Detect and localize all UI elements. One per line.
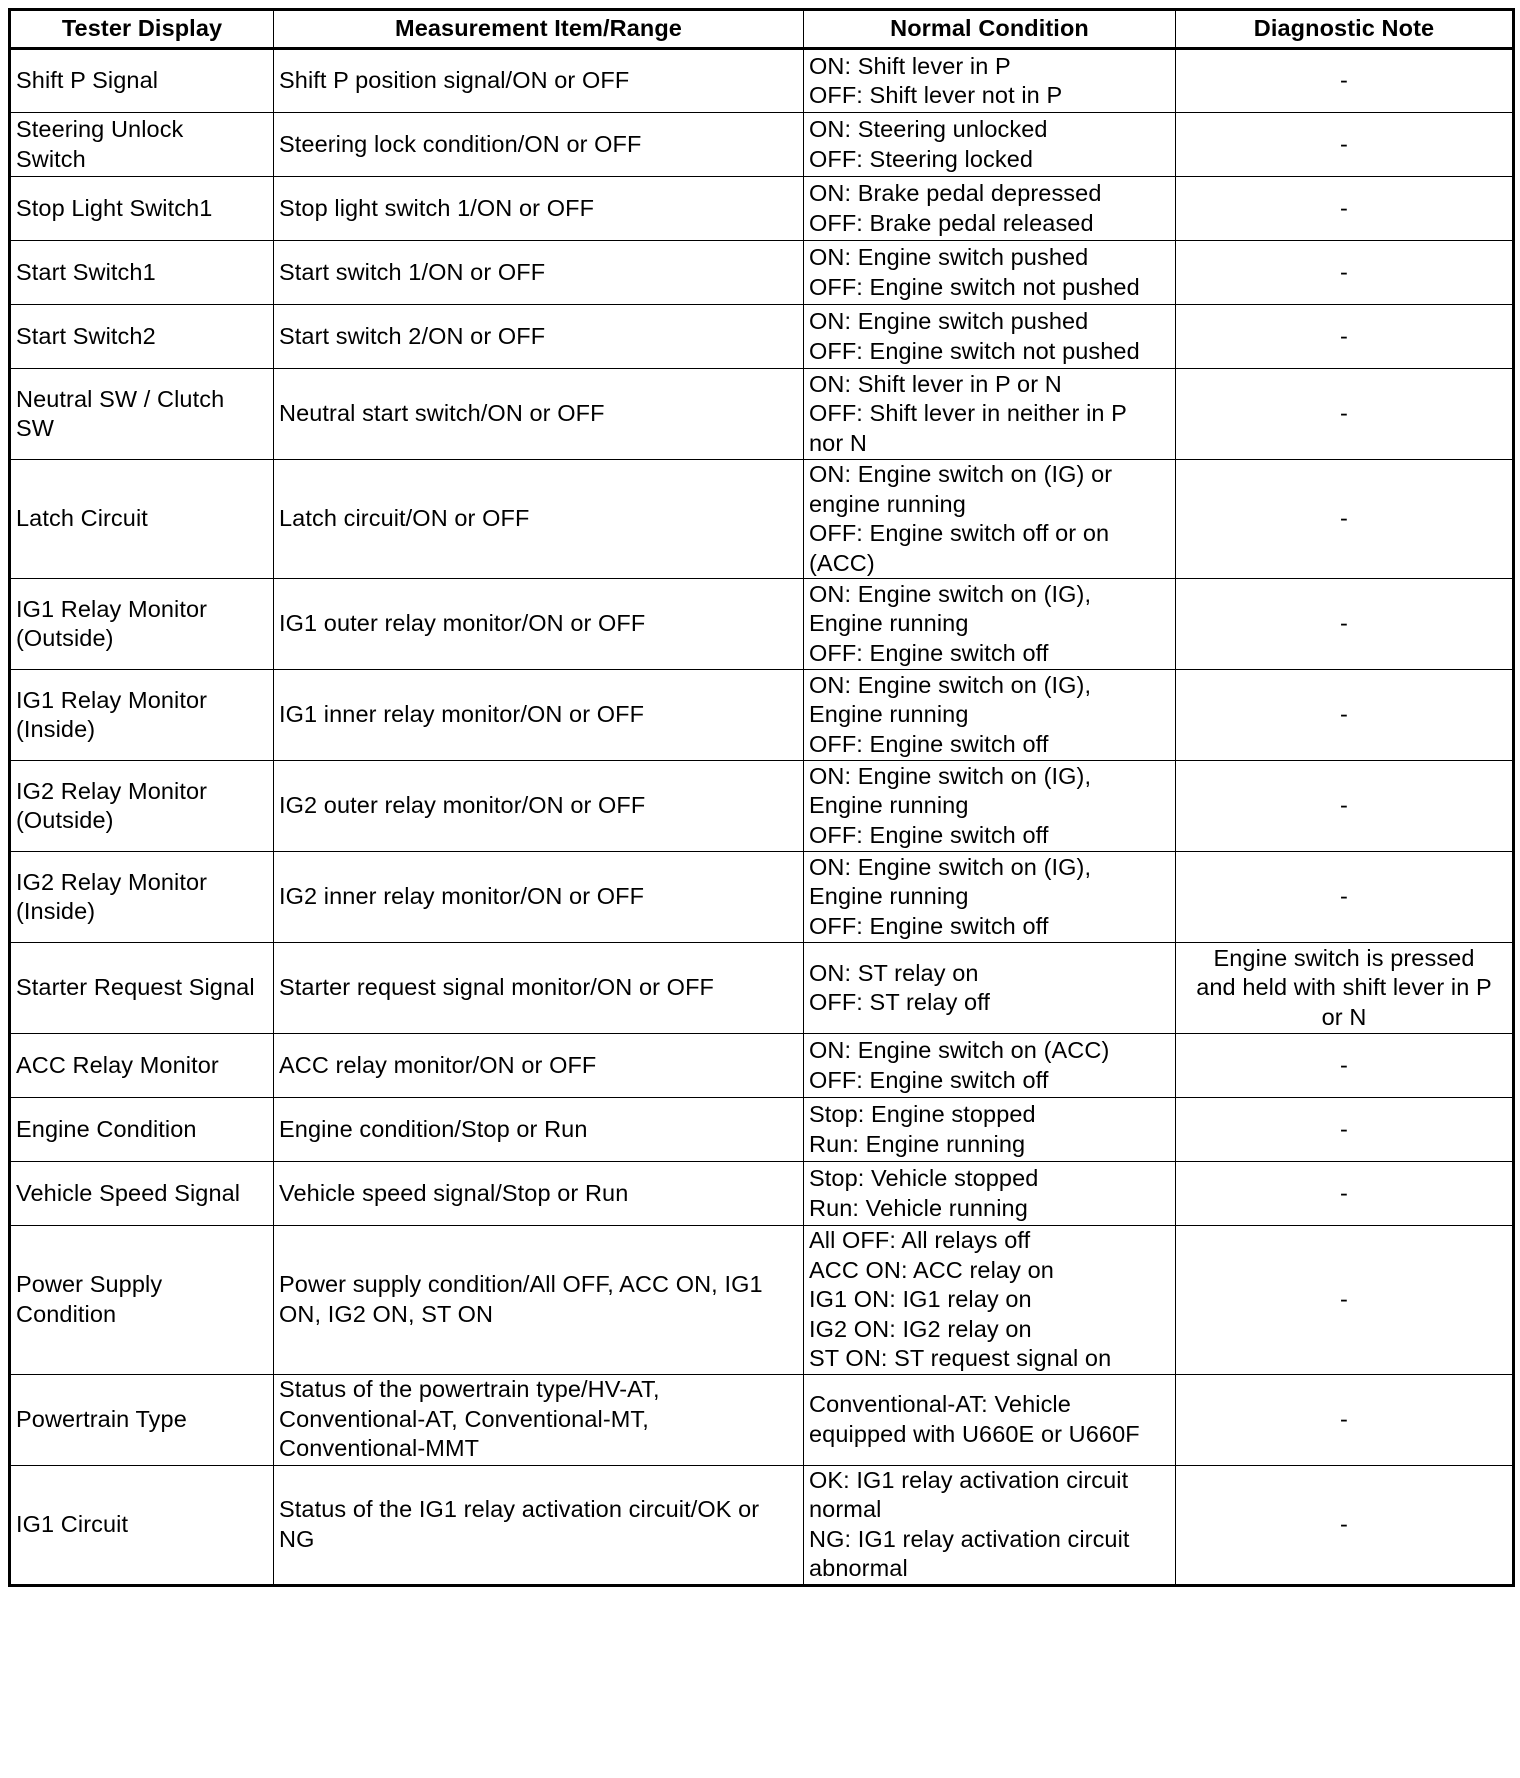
diagnostic-note-cell [1176, 369, 1514, 460]
table-row [10, 1374, 1514, 1465]
cell-text-line: Neutral start switch/ON or OFF [279, 400, 605, 427]
normal-condition-cell [804, 49, 1176, 113]
normal-condition-cell [804, 241, 1176, 305]
normal-condition-cell [804, 1226, 1176, 1375]
cell-text-line: (Inside) [16, 898, 96, 924]
header-diagnostic-note: Diagnostic Note [1176, 10, 1514, 49]
cell-text-line: IG2 outer relay monitor/ON or OFF [279, 792, 646, 819]
diagnostic-note-cell [1176, 305, 1514, 369]
cell-text-line: Engine running [809, 610, 969, 637]
table-row [10, 852, 1514, 943]
cell-text-line: IG2 inner relay monitor/ON or OFF [279, 883, 645, 910]
table-row [10, 49, 1514, 113]
table-row [10, 1226, 1514, 1375]
cell-text-line: OFF: ST relay off [809, 989, 991, 1015]
table-body [10, 49, 1514, 1586]
cell-text-line: Start switch 1/ON or OFF [279, 258, 546, 285]
cell-text-line: - [1340, 792, 1348, 819]
cell-text-line: ON, IG2 ON, ST ON [279, 1300, 494, 1327]
table-row [10, 670, 1514, 761]
tester-display-cell [10, 305, 274, 369]
diagnostic-note-cell [1176, 943, 1514, 1034]
cell-text-line: - [1340, 505, 1348, 532]
diagnostic-note-cell [1176, 1374, 1514, 1465]
cell-text-line: and held with shift lever in P [1196, 974, 1492, 1001]
cell-text-line: (Outside) [16, 807, 114, 833]
cell-text-line: ON: Brake pedal depressed [809, 180, 1102, 206]
header-normal-condition: Normal Condition [804, 10, 1176, 49]
cell-text-line: Stop: Vehicle stopped [809, 1165, 1039, 1191]
cell-text-line: Condition [16, 1300, 117, 1327]
cell-text-line: Power Supply [16, 1271, 163, 1298]
cell-text-line: - [1340, 400, 1348, 427]
measurement-item-cell [274, 761, 804, 852]
cell-text-line: - [1340, 1286, 1348, 1312]
cell-text-line: Run: Engine running [809, 1130, 1026, 1157]
diagnostic-note-cell [1176, 761, 1514, 852]
cell-text-line: - [1340, 258, 1348, 285]
cell-text-line: Start switch 2/ON or OFF [279, 322, 546, 349]
normal-condition-cell [804, 460, 1176, 579]
measurement-item-cell [274, 369, 804, 460]
measurement-item-cell [274, 1465, 804, 1585]
measurement-item-cell [274, 670, 804, 761]
measurement-item-cell [274, 177, 804, 241]
cell-text-line: Engine running [809, 883, 969, 910]
cell-text-line: SW [16, 415, 55, 441]
cell-text-line: Conventional-MMT [279, 1435, 480, 1462]
measurement-item-cell [274, 1162, 804, 1226]
header-tester-display: Tester Display [10, 10, 274, 49]
cell-text-line: Engine condition/Stop or Run [279, 1115, 588, 1142]
header-row [10, 10, 1514, 49]
cell-text-line: OFF: Shift lever not in P [809, 82, 1063, 108]
cell-text-line: Stop light switch 1/ON or OFF [279, 194, 595, 221]
measurement-item-cell [274, 943, 804, 1034]
cell-text-line: Neutral SW / Clutch [16, 385, 225, 412]
cell-text-line: Vehicle Speed Signal [16, 1179, 241, 1206]
table-row [10, 943, 1514, 1034]
table-row [10, 761, 1514, 852]
cell-text-line: Steering Unlock [16, 116, 184, 142]
cell-text-line: (Outside) [16, 625, 114, 651]
cell-text-line: Latch circuit/ON or OFF [279, 505, 530, 532]
cell-text-line: - [1340, 1510, 1348, 1537]
cell-text-line: ON: Engine switch on (IG), [809, 762, 1092, 789]
cell-text-line: - [1340, 322, 1348, 349]
cell-text-line: IG1 inner relay monitor/ON or OFF [279, 701, 645, 728]
diagnostic-note-cell [1176, 1226, 1514, 1375]
cell-text-line: ACC Relay Monitor [16, 1051, 219, 1078]
cell-text-line: - [1340, 67, 1348, 94]
tester-display-cell [10, 113, 274, 177]
normal-condition-cell [804, 1034, 1176, 1098]
diagnostic-note-cell [1176, 852, 1514, 943]
cell-text-line: ON: Engine switch on (IG), [809, 580, 1092, 607]
cell-text-line: IG2 ON: IG2 relay on [809, 1315, 1032, 1342]
diagnostic-note-cell [1176, 460, 1514, 579]
cell-text-line: OFF: Brake pedal released [809, 209, 1094, 236]
cell-text-line: Power supply condition/All OFF, ACC ON, IG1 [279, 1271, 763, 1298]
cell-text-line: ACC ON: ACC relay on [809, 1256, 1054, 1283]
header-measurement-item: Measurement Item/Range [274, 10, 804, 49]
table-row [10, 369, 1514, 460]
tester-display-cell [10, 670, 274, 761]
cell-text-line: ON: Steering unlocked [809, 116, 1048, 142]
measurement-item-cell [274, 1374, 804, 1465]
cell-text-line: Start Switch1 [16, 258, 156, 285]
cell-text-line: OFF: Shift lever in neither in P [809, 400, 1127, 427]
table-row [10, 1034, 1514, 1098]
cell-text-line: IG2 Relay Monitor [16, 868, 208, 895]
measurement-item-cell [274, 113, 804, 177]
cell-text-line: ON: Engine switch pushed [809, 308, 1089, 334]
cell-text-line: IG1 outer relay monitor/ON or OFF [279, 610, 646, 637]
cell-text-line: Stop: Engine stopped [809, 1101, 1036, 1127]
cell-text-line: IG1 ON: IG1 relay on [809, 1286, 1032, 1312]
cell-text-line: All OFF: All relays off [809, 1227, 1031, 1253]
cell-text-line: Stop Light Switch1 [16, 194, 213, 221]
tester-display-cell [10, 1162, 274, 1226]
cell-text-line: Engine running [809, 701, 969, 728]
cell-text-line: ACC relay monitor/ON or OFF [279, 1051, 597, 1078]
table-row [10, 113, 1514, 177]
tester-display-cell [10, 852, 274, 943]
normal-condition-cell [804, 943, 1176, 1034]
tester-display-cell [10, 1226, 274, 1375]
normal-condition-cell [804, 1374, 1176, 1465]
table-row [10, 1098, 1514, 1162]
diagnostic-note-cell [1176, 177, 1514, 241]
cell-text-line: - [1340, 1179, 1348, 1206]
measurement-item-cell [274, 1034, 804, 1098]
measurement-item-cell [274, 241, 804, 305]
tester-display-cell [10, 241, 274, 305]
table-row [10, 241, 1514, 305]
cell-text-line: Shift P position signal/ON or OFF [279, 67, 630, 94]
cell-text-line: nor N [809, 429, 867, 456]
tester-display-cell [10, 761, 274, 852]
table-header [10, 10, 1514, 49]
diagnostic-note-cell [1176, 1034, 1514, 1098]
measurement-item-cell [274, 49, 804, 113]
cell-text-line: - [1340, 883, 1348, 910]
diagnostic-note-cell [1176, 1465, 1514, 1585]
cell-text-line: Conventional-AT: Vehicle [809, 1391, 1071, 1417]
tester-display-cell [10, 579, 274, 670]
cell-text-line: abnormal [809, 1555, 908, 1581]
tester-display-cell [10, 1098, 274, 1162]
cell-text-line: ON: Engine switch on (IG), [809, 853, 1092, 880]
cell-text-line: ON: Shift lever in P or N [809, 370, 1062, 397]
cell-text-line: equipped with U660E or U660F [809, 1420, 1140, 1447]
tester-display-cell [10, 943, 274, 1034]
table-row [10, 1465, 1514, 1585]
cell-text-line: ST ON: ST request signal on [809, 1345, 1112, 1371]
cell-text-line: OFF: Engine switch off or on [809, 520, 1110, 546]
cell-text-line: ON: Shift lever in P [809, 52, 1011, 79]
cell-text-line: NG: IG1 relay activation circuit [809, 1525, 1130, 1552]
normal-condition-cell [804, 369, 1176, 460]
cell-text-line: (ACC) [809, 549, 875, 576]
cell-text-line: OFF: Engine switch not pushed [809, 273, 1140, 300]
diagnostic-note-cell [1176, 670, 1514, 761]
cell-text-line: ON: ST relay on [809, 959, 979, 986]
cell-text-line: ON: Engine switch on (IG) or [809, 461, 1113, 487]
normal-condition-cell [804, 113, 1176, 177]
cell-text-line: Steering lock condition/ON or OFF [279, 130, 642, 157]
table-row [10, 1162, 1514, 1226]
cell-text-line: OFF: Engine switch off [809, 639, 1049, 666]
cell-text-line: NG [279, 1525, 315, 1552]
table-row [10, 305, 1514, 369]
cell-text-line: ON: Engine switch on (IG), [809, 671, 1092, 698]
tester-display-cell [10, 1374, 274, 1465]
cell-text-line: Latch Circuit [16, 505, 148, 532]
cell-text-line: IG2 Relay Monitor [16, 777, 208, 804]
measurement-item-cell [274, 305, 804, 369]
normal-condition-cell [804, 1465, 1176, 1585]
cell-text-line: or N [1321, 1003, 1367, 1030]
cell-text-line: - [1340, 610, 1348, 637]
tester-display-cell [10, 177, 274, 241]
cell-text-line: - [1340, 130, 1348, 157]
cell-text-line: Shift P Signal [16, 67, 159, 94]
normal-condition-cell [804, 305, 1176, 369]
cell-text-line: normal [809, 1496, 882, 1522]
tester-display-cell [10, 460, 274, 579]
cell-text-line: Run: Vehicle running [809, 1194, 1028, 1221]
cell-text-line: - [1340, 1405, 1348, 1432]
cell-text-line: - [1340, 1115, 1348, 1142]
diagnostic-note-cell [1176, 1162, 1514, 1226]
normal-condition-cell [804, 177, 1176, 241]
cell-text-line: Engine switch is pressed [1213, 944, 1475, 971]
cell-text-line: (Inside) [16, 716, 96, 742]
cell-text-line: OK: IG1 relay activation circuit [809, 1466, 1129, 1493]
cell-text-line: ON: Engine switch on (ACC) [809, 1037, 1110, 1063]
cell-text-line: engine running [809, 490, 966, 517]
normal-condition-cell [804, 761, 1176, 852]
cell-text-line: - [1340, 194, 1348, 221]
diagnostic-note-cell [1176, 1098, 1514, 1162]
diagnostic-note-cell [1176, 49, 1514, 113]
diagnostic-note-cell [1176, 241, 1514, 305]
diagnostic-note-cell [1176, 579, 1514, 670]
cell-text-line: Start Switch2 [16, 322, 156, 349]
measurement-item-cell [274, 460, 804, 579]
measurement-item-cell [274, 1098, 804, 1162]
table-row [10, 177, 1514, 241]
cell-text-line: Vehicle speed signal/Stop or Run [279, 1179, 629, 1206]
cell-text-line: IG1 Relay Monitor [16, 686, 208, 713]
measurement-item-cell [274, 1226, 804, 1375]
cell-text-line: Starter Request Signal [16, 974, 255, 1001]
cell-text-line: Engine Condition [16, 1115, 197, 1142]
tester-display-cell [10, 1465, 274, 1585]
tester-display-cell [10, 369, 274, 460]
cell-text-line: OFF: Engine switch off [809, 730, 1049, 757]
measurement-item-cell [274, 579, 804, 670]
cell-text-line: OFF: Engine switch off [809, 912, 1049, 939]
normal-condition-cell [804, 1162, 1176, 1226]
cell-text-line: OFF: Engine switch off [809, 1066, 1049, 1093]
cell-text-line: - [1340, 1051, 1348, 1078]
data-list-table [8, 8, 1515, 1587]
cell-text-line: Status of the IG1 relay activation circuit/OK or [279, 1496, 760, 1522]
cell-text-line: ON: Engine switch pushed [809, 244, 1089, 270]
tester-display-cell [10, 1034, 274, 1098]
cell-text-line: Starter request signal monitor/ON or OFF [279, 974, 714, 1001]
cell-text-line: IG1 Relay Monitor [16, 595, 208, 622]
cell-text-line: Conventional-AT, Conventional-MT, [279, 1405, 649, 1432]
normal-condition-cell [804, 579, 1176, 670]
tester-display-cell [10, 49, 274, 113]
normal-condition-cell [804, 670, 1176, 761]
cell-text-line: OFF: Engine switch not pushed [809, 337, 1140, 364]
cell-text-line: Powertrain Type [16, 1405, 187, 1432]
cell-text-line: Engine running [809, 792, 969, 819]
cell-text-line: Status of the powertrain type/HV-AT, [279, 1376, 660, 1403]
cell-text-line: OFF: Steering locked [809, 145, 1034, 172]
normal-condition-cell [804, 1098, 1176, 1162]
cell-text-line: IG1 Circuit [16, 1510, 129, 1537]
table-row [10, 460, 1514, 579]
cell-text-line: Switch [16, 145, 86, 172]
cell-text-line: - [1340, 701, 1348, 728]
normal-condition-cell [804, 852, 1176, 943]
table-row [10, 579, 1514, 670]
diagnostic-note-cell [1176, 113, 1514, 177]
measurement-item-cell [274, 852, 804, 943]
cell-text-line: OFF: Engine switch off [809, 821, 1049, 848]
